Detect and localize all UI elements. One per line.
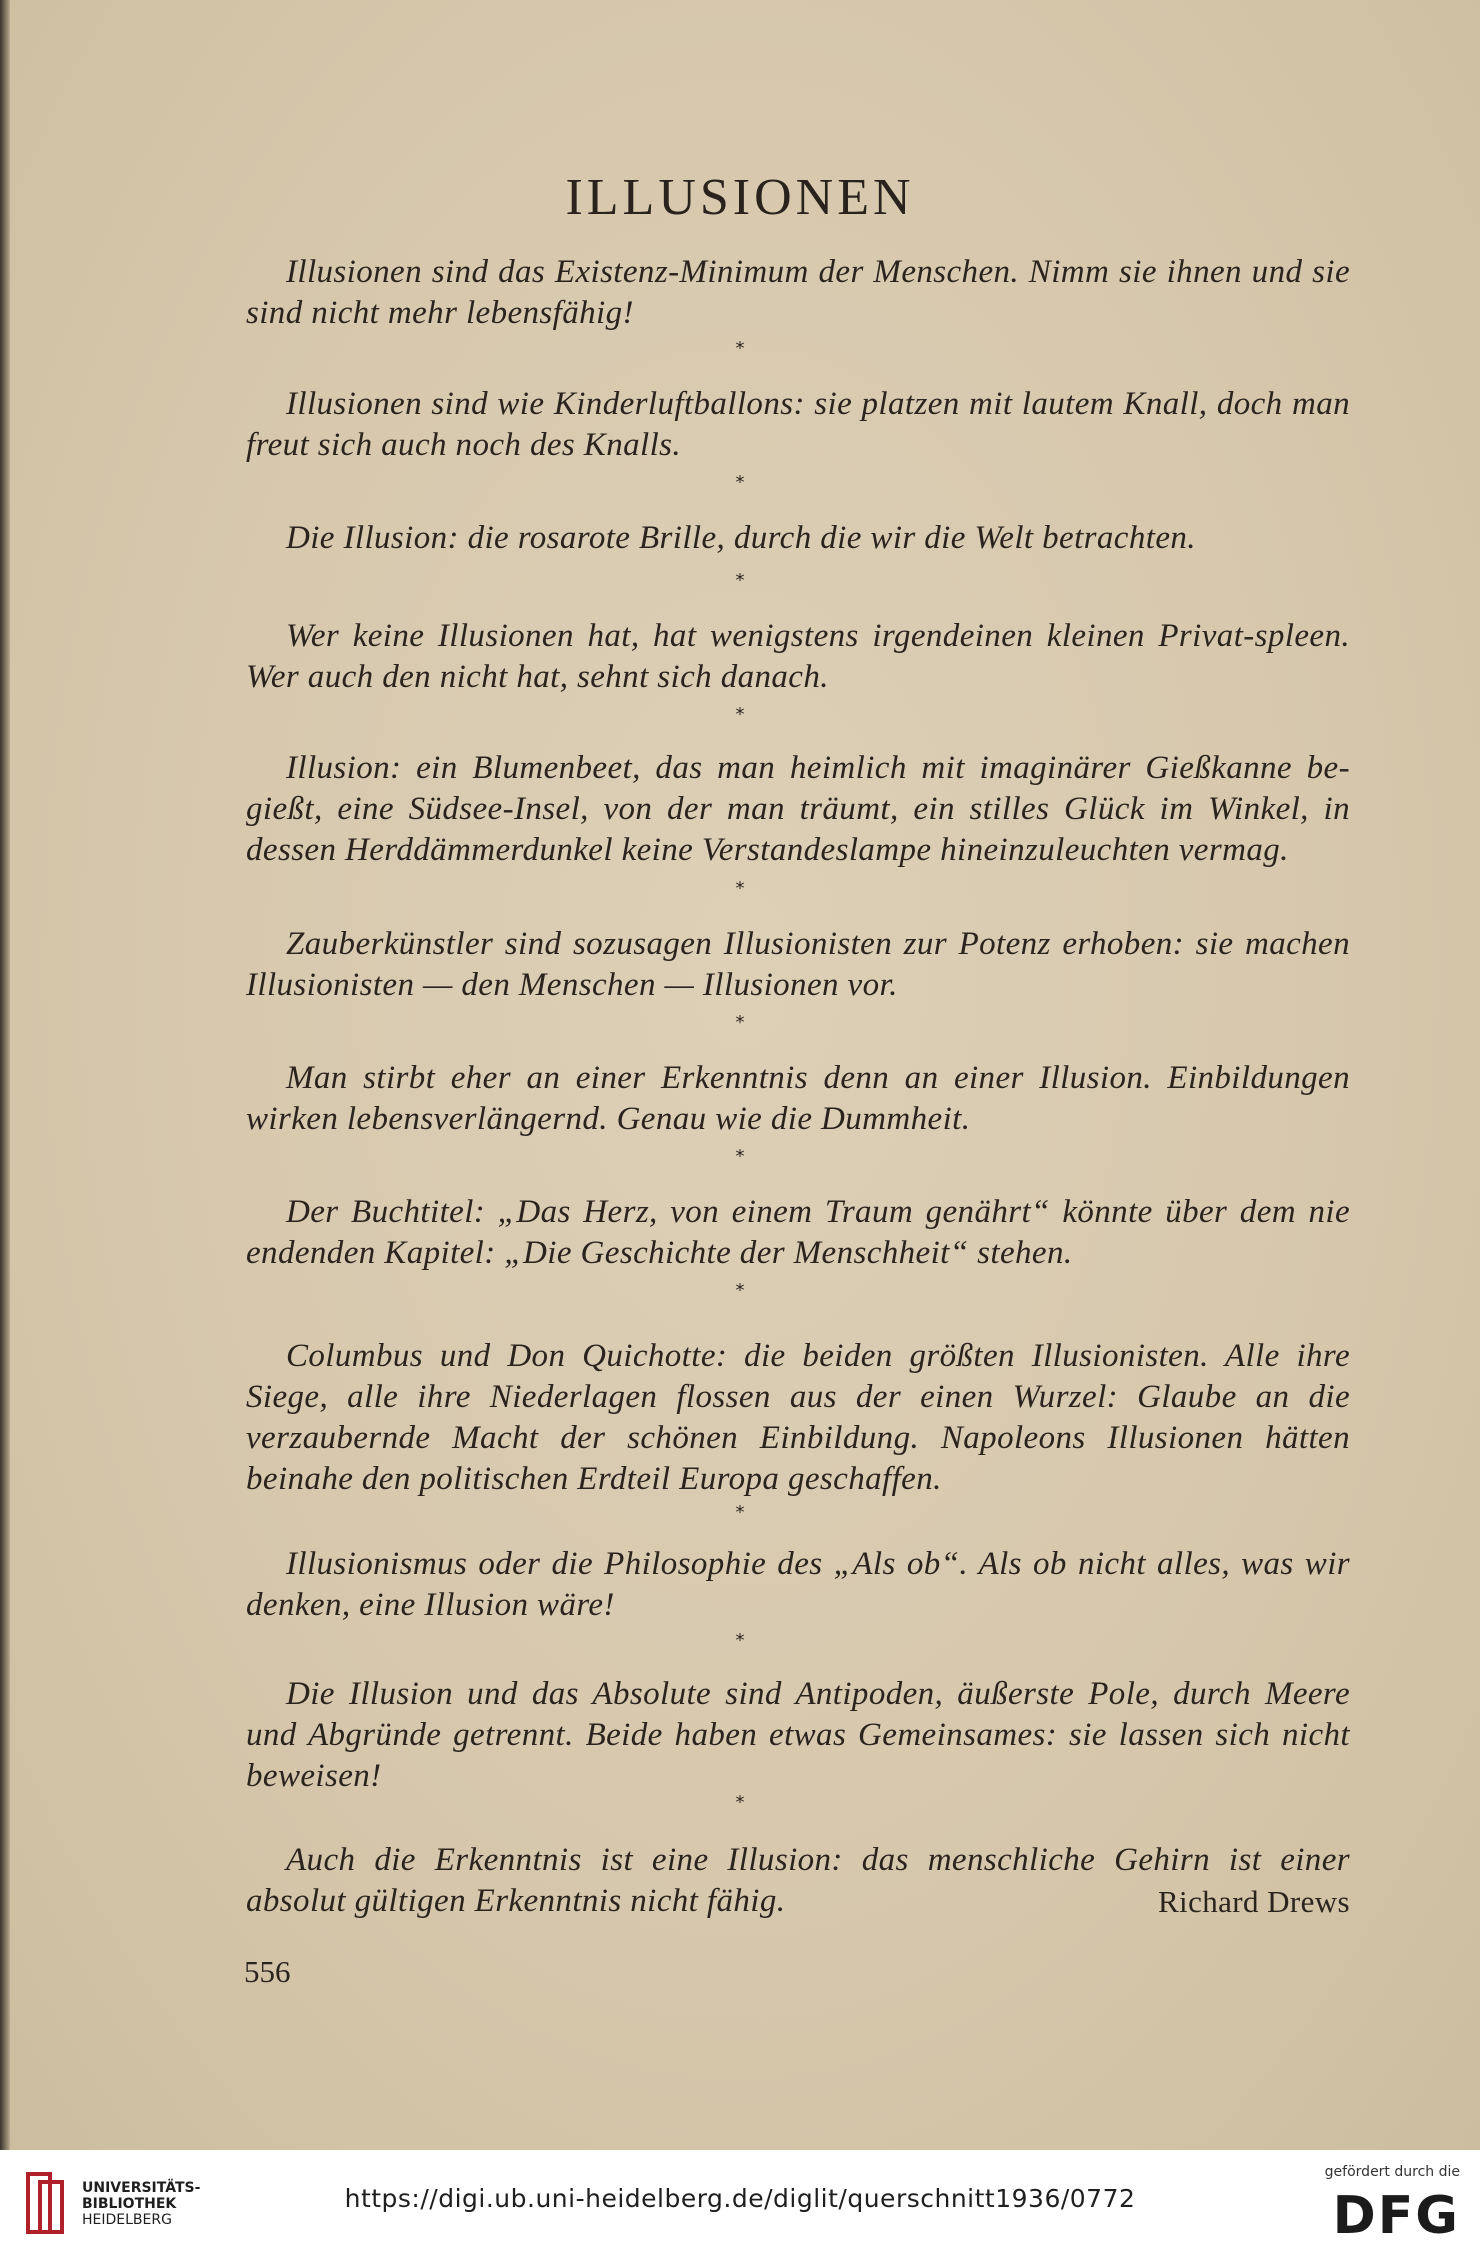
aphorism-2: Illusionen sind wie Kinderluftballons: sie platzen mit lautem Knall, doch man freut sich auch noch des Knalls. — [246, 386, 1350, 463]
aphorism-12-text: Auch die Erkenntnis ist eine Illusion: das menschliche Gehirn ist einer absolut gültigen Erkenntnis nicht fähig. — [246, 1842, 1350, 1919]
dfg-logo: DFG — [1332, 2186, 1460, 2246]
aphorism-6: Zauberkünstler sind sozusagen Illusionisten zur Potenz erhoben: sie machen Illusionisten — den Menschen — Illusionen vor. — [246, 926, 1350, 1003]
separator-9: * — [735, 1502, 745, 1523]
separator-5: * — [735, 878, 745, 899]
library-name-line-3: HEIDELBERG — [82, 2212, 172, 2228]
author-signature: Richard Drews — [1157, 1884, 1350, 1919]
page-edge-shadow — [0, 0, 10, 2150]
aphorism-8: Der Buchtitel: „Das Herz, von einem Traum genährt“ könnte über dem nie endenden Kapitel: „Die Geschichte der Menschheit“ stehen. — [246, 1194, 1350, 1271]
aphorism-7: Man stirbt eher an einer Erkenntnis denn an einer Illusion. Einbildungen wirken lebensverlängernd. Genau wie die Dummheit. — [246, 1060, 1350, 1137]
separator-10: * — [735, 1630, 745, 1651]
aphorism-3: Die Illusion: die rosarote Brille, durch die wir die Welt betrachten. — [286, 520, 1196, 556]
library-name-line-2: BIBLIOTHEK — [82, 2196, 177, 2212]
aphorism-5: Illusion: ein Blumenbeet, das man heimlich mit imaginärer Gießkanne be-gießt, eine Südsee-Insel, von der man träumt, ein stilles Glück im Winkel, in dessen Herddämmerdunkel keine Verstandeslampe hineinzuleuchten vermag. — [246, 750, 1350, 868]
funding-note: gefördert durch die — [1324, 2164, 1460, 2180]
aphorism-9: Columbus und Don Quichotte: die beiden größten Illusionisten. Alle ihre Siege, alle ihre Niederlagen flossen aus der einen Wurzel: Glaube an die verzaubernde Macht der schönen Einbildung. Napoleons Illusionen hätten beinahe den politischen Erdteil Europa geschaffen. — [246, 1338, 1350, 1497]
aphorism-10: Illusionismus oder die Philosophie des „Als ob“. Als ob nicht alles, was wir denken, eine Illusion wäre! — [246, 1546, 1350, 1623]
library-name-line-1: UNIVERSITÄTS- — [82, 2180, 201, 2196]
aphorism-11: Die Illusion und das Absolute sind Antipoden, äußerste Pole, durch Meere und Abgründe getrennt. Beide haben etwas Gemeinsames: sie lassen sich nicht beweisen! — [246, 1676, 1350, 1794]
aphorism-12 — [246, 1840, 1350, 1922]
separator-1: * — [735, 338, 745, 359]
page-title: ILLUSIONEN — [565, 169, 915, 226]
separator-4: * — [735, 704, 745, 725]
page-number: 556 — [244, 1954, 291, 1989]
permalink-url[interactable]: https://digi.ub.uni-heidelberg.de/diglit/querschnitt1936/0772 — [344, 2184, 1136, 2213]
separator-8: * — [735, 1280, 745, 1301]
aphorism-4: Wer keine Illusionen hat, hat wenigstens irgendeinen kleinen Privat-spleen. Wer auch den nicht hat, sehnt sich danach. — [246, 618, 1350, 695]
separator-7: * — [735, 1146, 745, 1167]
separator-2: * — [735, 472, 745, 493]
separator-11: * — [735, 1792, 745, 1813]
aphorism-1: Illusionen sind das Existenz-Minimum der Menschen. Nimm sie ihnen und sie sind nicht mehr lebensfähig! — [246, 254, 1350, 331]
separator-3: * — [735, 570, 745, 591]
viewer-footer — [0, 2150, 1480, 2256]
separator-6: * — [735, 1012, 745, 1033]
